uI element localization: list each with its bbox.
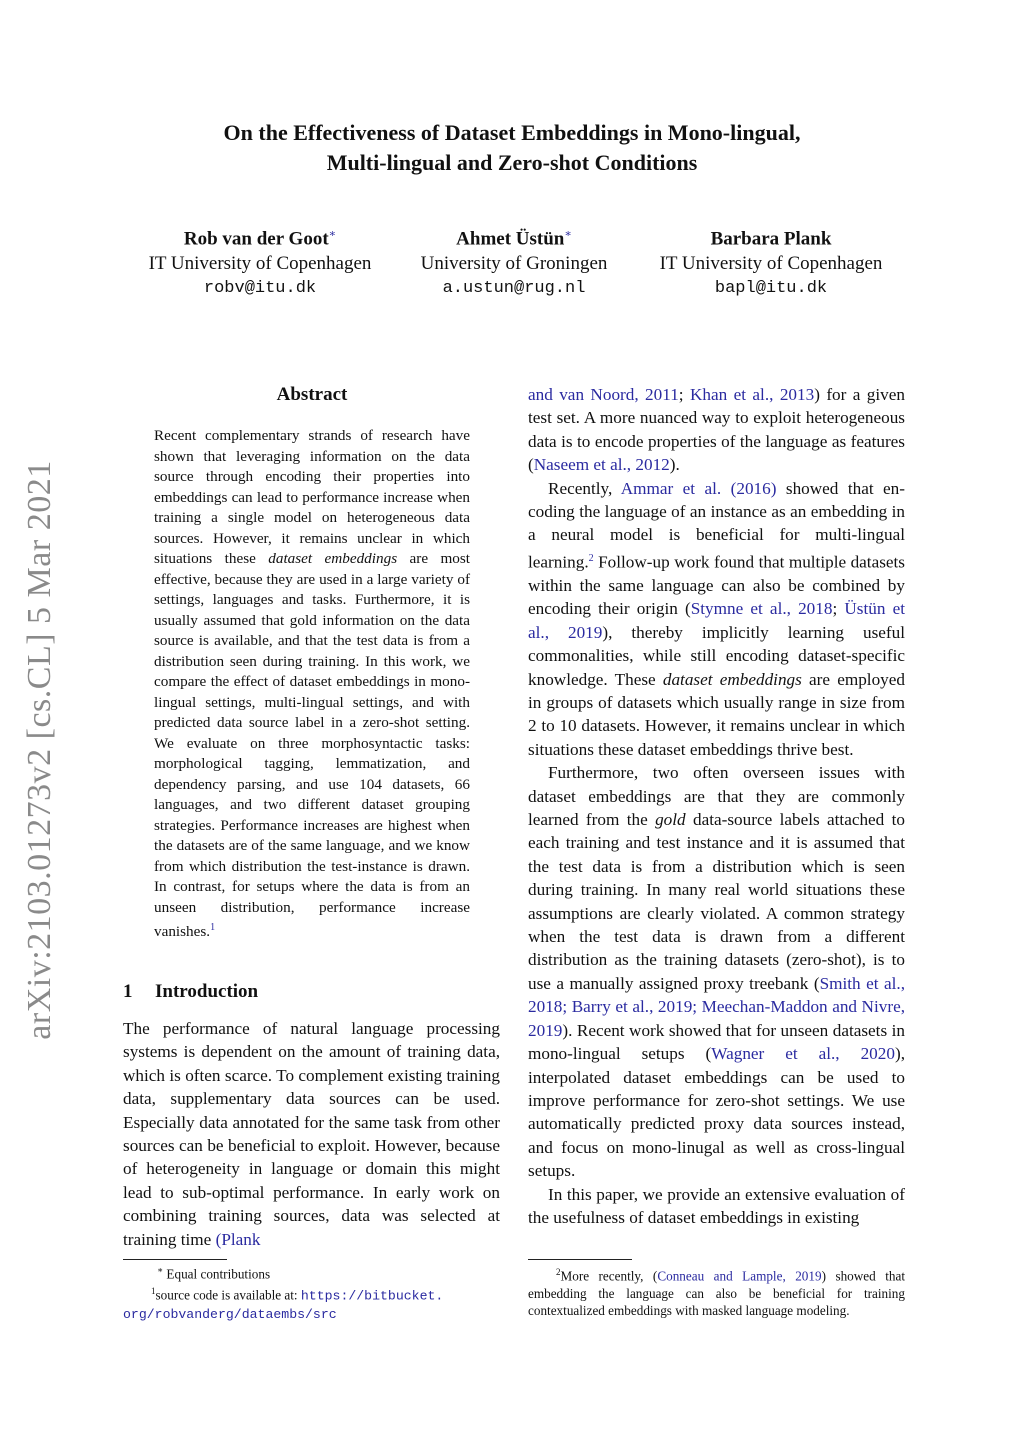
citation-link[interactable]: Conneau and Lample, 2019 (657, 1268, 822, 1284)
author-name: Rob van der Goot∗ (183, 228, 337, 250)
arxiv-side-label (10, 460, 70, 1040)
footnote-ref[interactable]: 1 (210, 922, 216, 933)
footnote-2: $^2$More recently, (Conneau and Lample, 2019) showed that embedding the language can also be beneficial for training contextualized embeddings with masked language modeling. (528, 1267, 905, 1319)
source-code-link[interactable]: https://bitbucket. (300, 1288, 444, 1304)
author-block (641, 222, 901, 301)
paragraph: In this paper, we provide an extensive evaluation of the usefulness of dataset embeddings in existing (528, 1184, 905, 1227)
author-block (394, 222, 634, 301)
abstract-heading: Abstract (276, 384, 348, 405)
author-email[interactable]: bapl@itu.dk (714, 279, 828, 299)
paper-title (0, 118, 1024, 178)
emphasis: dataset embeddings (662, 669, 802, 689)
footnote-rule (528, 1259, 632, 1260)
source-code-link-cont[interactable]: org/robvanderg/dataembs/src (123, 1306, 337, 1322)
citation-link[interactable]: Stymne et al., 2018 (690, 599, 833, 619)
author-name: Ahmet Üstün∗ (456, 228, 572, 250)
paragraph: and van Noord, 2011; Khan et al., 2013) for a given test set. A more nuanced way to exploit heterogeneous data is to encode properties of the language as features (Naseem et al., 2012). (528, 385, 905, 475)
citation-link[interactable]: Meechan-Maddon and Nivre, 2019 (528, 997, 905, 1040)
intro-right-column (528, 383, 905, 1229)
author-email[interactable]: a.ustun@rug.nl (442, 279, 586, 299)
abstract-emphasis: dataset embeddings (268, 550, 398, 567)
paragraph: The performance of natural language processing systems is dependent on the amount of training data, which is often scarce. To complement existing training data, supplementary data sources can be used. Especially data annotated for the same task from other sources can be beneficial to exploit. However, because of heterogeneity in language or domain this might lead to sub-optimal performance. In early work on combining training sources, data was selected at training time (Plank (123, 1019, 500, 1249)
paragraph: Furthermore, two often overseen issues with dataset embeddings are that they are commonly learned from the gold data-source labels attached to each training and test instance and it is assumed that the test data is from a distribution which is seen during training. In many real world situations these assumptions are clearly violated. A common strategy when the test data is drawn from a different distribution as the training datasets (zero-shot), is to use a manually assigned proxy treebank (Smith et al., 2018; Barry et al., 2019; Meechan-Maddon and Nivre, 2019). Recent work showed that for unseen datasets in mono-lingual setups (Wagner et al., 2020), interpolated dataset embeddings can be used to improve performance for zero-shot settings. We use automatically predicted proxy data sources instead, and focus on mono-linugal as well as cross-lingual setups. (528, 763, 906, 1181)
footnote-rule (123, 1259, 227, 1260)
citation-link[interactable]: Smith et al., 2018 (528, 973, 905, 1017)
author-affiliation: IT University of Copenhagen (659, 253, 883, 275)
title-line-2: Multi-lingual and Zero-shot Conditions (326, 150, 698, 175)
citation-link[interactable]: Üstün et al., 2019 (528, 599, 906, 642)
footnotes-left (123, 1262, 513, 1323)
paragraph: Recently, Ammar et al. (2016) showed that encoding the language of an instance as an embedding in a neural model is beneficial for multi-lingual learning.$^2$ Follow-up work found that multiple datasets within the same language can also be combined by encoding their origin (Stymne et al., 2018; Üstün et al., 2019), thereby implicitly learning useful commonalities, while still encoding dataset-specific knowledge. These dataset embeddings are employed in groups of datasets which usually range in size from 2 to 10 datasets. However, it remains unclear in which situations these dataset embeddings thrive best. (528, 478, 906, 759)
citation-link[interactable]: (Plank (215, 1229, 261, 1249)
author-affiliation: IT University of Copenhagen (148, 253, 372, 275)
section-number: 1 (123, 981, 133, 1002)
citation-link[interactable]: Ammar et al. (2016) (620, 478, 777, 498)
footnote-1: $^1$source code is available at: https://bitbucket. (151, 1285, 444, 1304)
footnote-1-cont (123, 1305, 513, 1324)
section-title: Introduction (155, 981, 259, 1002)
section-heading (123, 981, 258, 1003)
emphasis: gold (655, 810, 686, 830)
citation-link[interactable]: Wagner et al., 2020 (711, 1044, 895, 1064)
author-email[interactable]: robv@itu.dk (203, 279, 317, 299)
arxiv-id: arXiv:2103.01273v2 [cs.CL] 5 Mar 2021 (21, 460, 58, 1040)
author-name: Barbara Plank (710, 228, 832, 250)
title-line-1: On the Effectiveness of Dataset Embeddings in Mono-lingual, (223, 120, 801, 145)
abstract-text: Recent complementary strands of research have shown that leveraging information on the data source through encoding their properties into embeddings can lead to performance increase when training a single model on heterogeneous data sources. However, it remains unclear in which situations these dataset embeddings are most effective, because they are used in a large variety of settings, languages and tasks. Furthermore, it is usually assumed that gold information on the data source is available, and that the test data is from a distribution seen during training. In this work, we compare the effect of dataset embeddings in mono-lingual settings, multi-lingual settings, and with predicted data source label in a zero-shot setting. We evaluate on three morphosyntactic tasks: morphological tagging, lemmatization, and dependency parsing, and use 104 datasets, 66 languages, and two different dataset grouping strategies. Performance increases are highest when the datasets are of the same language, and we know from which distribution the test-instance is drawn. In contrast, for setups where the data is from an unseen distribution, performance increase vanishes.$^1$ (154, 427, 471, 941)
citation-link[interactable]: Khan et al., 2013 (689, 385, 815, 404)
citation-link[interactable]: Barry et al., 2019 (571, 997, 693, 1017)
footnote-equal-contrib: ∗ Equal contributions (157, 1265, 271, 1282)
author-affiliation: University of Groningen (420, 253, 608, 275)
citation-link[interactable]: and van Noord, 2011 (528, 385, 679, 404)
intro-left-column (123, 1017, 500, 1251)
citation-link[interactable]: Naseem et al., 2012 (533, 455, 670, 475)
footnote-ref[interactable]: 2 (588, 552, 594, 564)
author-block (130, 222, 390, 301)
